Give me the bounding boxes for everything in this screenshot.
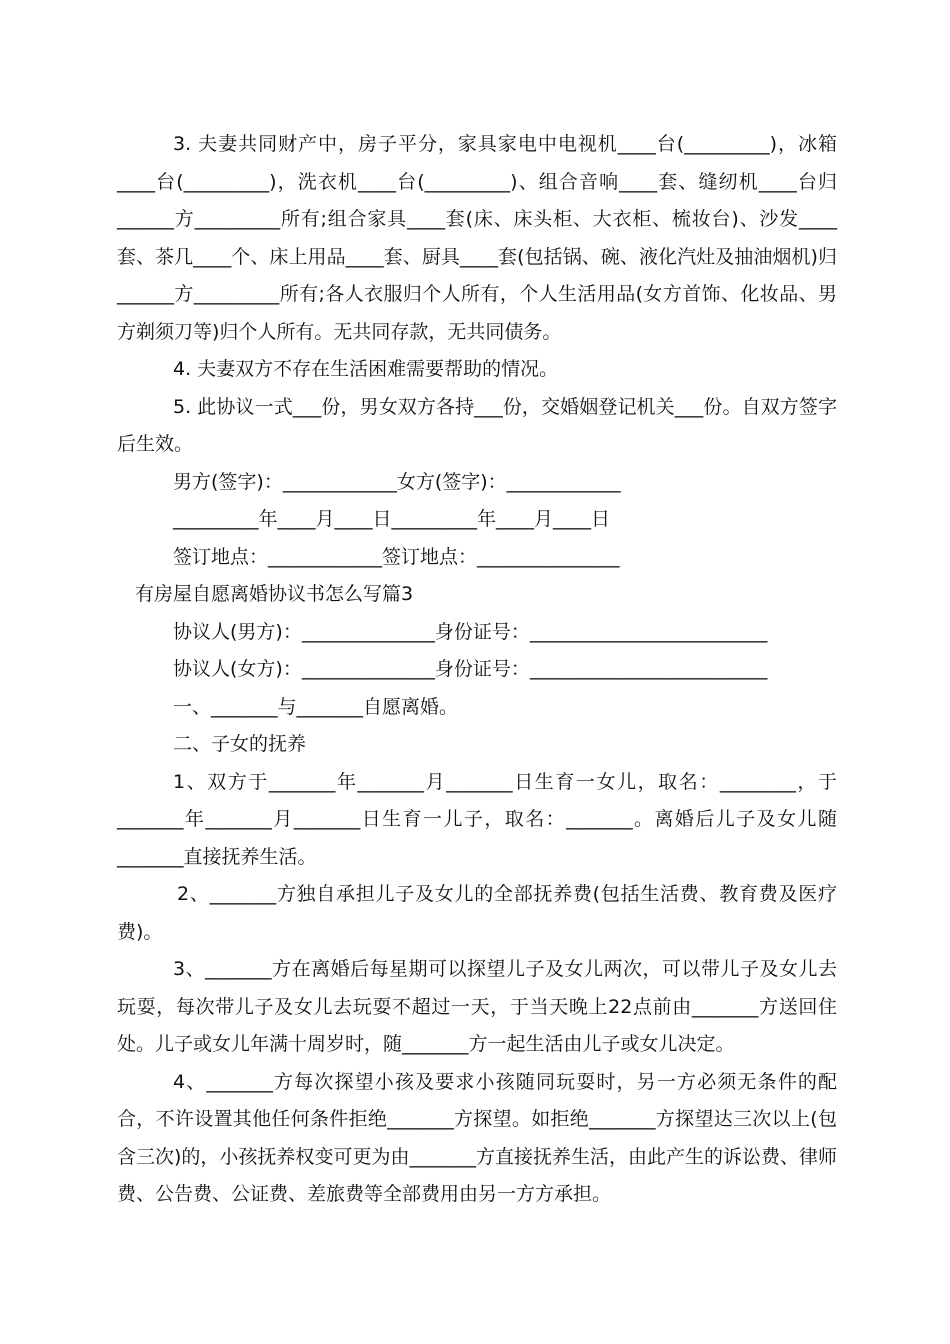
paragraph-copies: 5. 此协议一式___份，男女双方各持___份，交婚姻登记机关___份。自双方签字后生效。 (117, 395, 837, 455)
date-line: _________年____月____日_________年____月____日 (173, 508, 611, 530)
item-visitation-cooperation: 4、_______方每次探望小孩及要求小孩随同玩耍时，另一方必须无条件的配合，不许设置其他任何条件拒绝_______方探望。如拒绝_______方探望达三次以上(包含三次)的，小孩抚养权变可更为由_______方直接抚养生活，由此产生的诉讼费、律师费、公告费、公证费、差旅费等全部费用由另一方方承担。 (117, 1070, 837, 1205)
item-children-birth: 1、双方于_______年_______月_______日生育一女儿，取名：________，于_______年_______月_______日生育一儿子，取名：_______。离婚后儿子及女儿随_______直接抚养生活。 (117, 770, 837, 868)
item-visitation: 3、_______方在离婚后每星期可以探望儿子及女儿两次，可以带儿子及女儿去玩耍，每次带儿子及女儿去玩耍不超过一天，于当天晚上22点前由_______方送回住处。儿子或女儿年满十周岁时，随_______方一起生活由儿子或女儿决定。 (117, 958, 837, 1055)
party-female-line: 协议人(女方)：______________身份证号：_________________________ (173, 658, 768, 680)
signature-line: 男方(签字)：____________女方(签字)：____________ (173, 470, 621, 493)
paragraph-no-hardship: 4. 夫妻双方不存在生活困难需要帮助的情况。 (173, 358, 559, 380)
paragraph-property-division: 3. 夫妻共同财产中，房子平分，家具家电中电视机____台(_________)，冰箱____台(_________)，洗衣机____台(_________)、组合音响____套、缝纫机____台归______方_________所有;组合家具____套(床、床头柜、大衣柜、梳妆台)、沙发____套、茶几____个、床上用品____套、厨具____套(包括锅、碗、液化汽灶及抽油烟机)归______方_________所有;各人衣服归个人所有，个人生活用品(女方首饰、化妆品、男方剃须刀等)归个人所有。无共同存款，无共同债务。 (117, 133, 837, 343)
section-title: 有房屋自愿离婚协议书怎么写篇3 (135, 583, 414, 605)
clause-child-custody-heading: 二、子女的抚养 (173, 733, 307, 755)
document-body (117, 126, 837, 1214)
item-child-support: 2、_______方独自承担儿子及女儿的全部抚养费(包括生活费、教育费及医疗费)。 (117, 883, 837, 943)
signing-place-line: 签订地点：____________签订地点：_______________ (173, 545, 620, 568)
clause-voluntary-divorce: 一、_______与_______自愿离婚。 (173, 695, 459, 718)
party-male-line: 协议人(男方)：______________身份证号：_________________________ (173, 620, 768, 643)
